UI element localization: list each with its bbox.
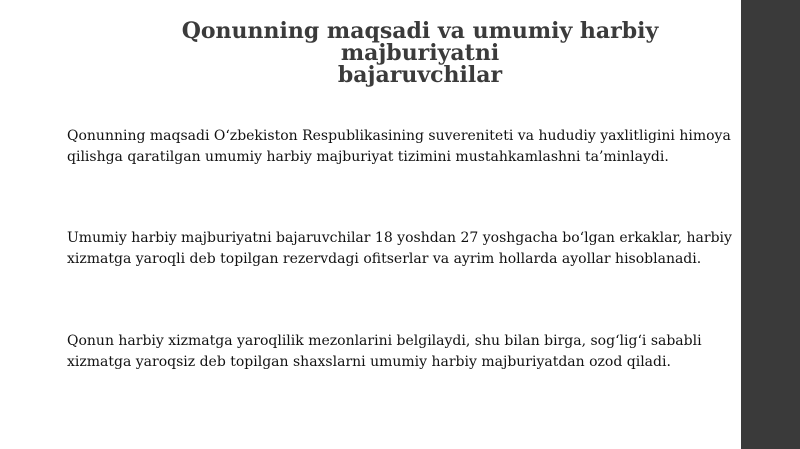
paragraph-line: Umumiy harbiy majburiyatni bajaruvchilar 18 yoshdan 27 yoshgacha bo‘lgan erkaklar, harbiy — [67, 230, 732, 246]
paragraph-line: xizmatga yaroqsiz deb topilgan shaxslarni umumiy harbiy majburiyatdan ozod qiladi. — [67, 354, 671, 370]
paragraph-line: Qonunning maqsadi O‘zbekiston Respublikasining suvereniteti va hududiy yaxlitligini himoya — [67, 128, 731, 144]
paragraph-purpose — [67, 126, 747, 168]
paragraph-line: Qonun harbiy xizmatga yaroqlilik mezonlarini belgilaydi, shu bilan birga, sog‘lig‘i sababli — [67, 333, 702, 349]
slide-title — [100, 20, 740, 86]
paragraph-line: qilishga qaratilgan umumiy harbiy majburiyat tizimini mustahkamlashni ta’minlaydi. — [67, 149, 669, 165]
paragraph-line: xizmatga yaroqli deb topilgan rezervdagi ofitserlar va ayrim hollarda ayollar hisoblanadi. — [67, 251, 702, 267]
paragraph-obligors — [67, 228, 747, 270]
paragraph-criteria — [67, 331, 747, 373]
slide-title-line-2: bajaruvchilar — [337, 62, 503, 88]
side-bar — [741, 0, 800, 449]
slide-title-line-1: Qonunning maqsadi va umumiy harbiy majburiyatni — [181, 18, 659, 66]
